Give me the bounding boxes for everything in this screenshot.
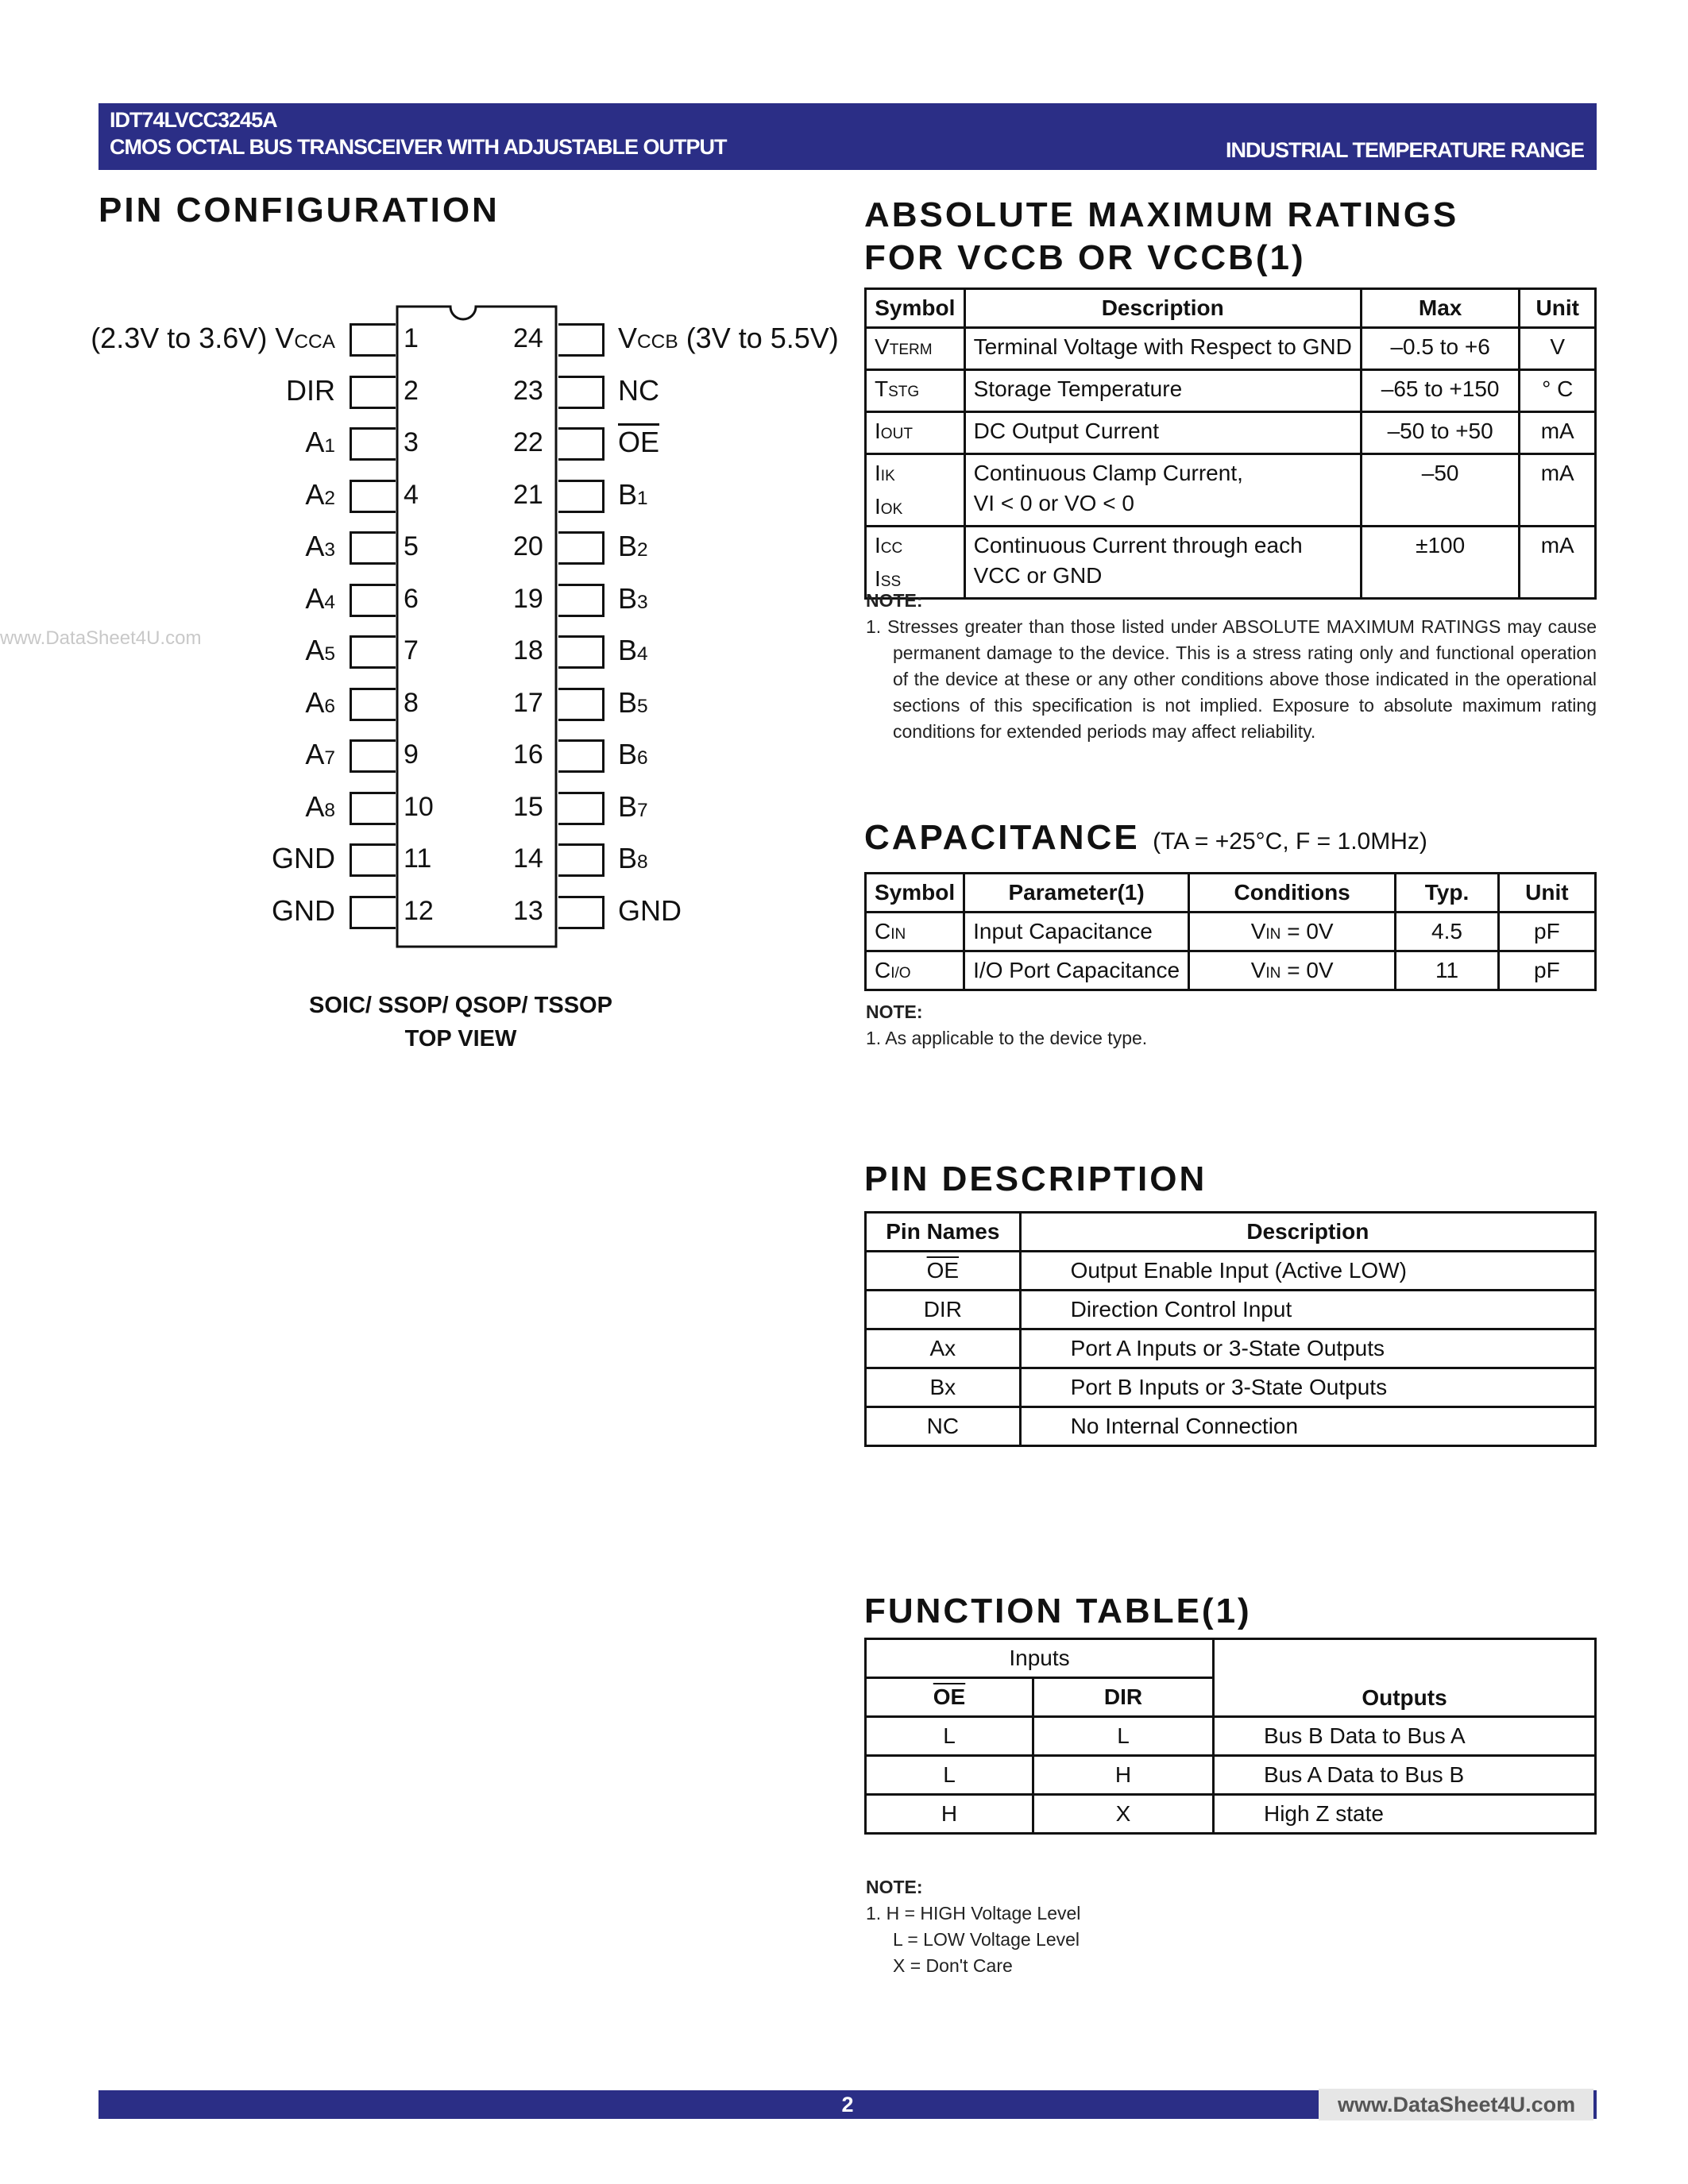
- abs-max-description: Terminal Voltage with Respect to GND: [964, 328, 1361, 370]
- abs-max-note: [866, 588, 1597, 745]
- capacitance-note-label: NOTE:: [866, 1001, 923, 1022]
- pin-lead-17: [558, 688, 605, 721]
- pin-number-19: 19: [513, 583, 543, 614]
- pin-number-3: 3: [404, 427, 419, 457]
- abs-max-row: [866, 412, 1596, 454]
- pin-number-13: 13: [513, 895, 543, 926]
- outputs-header: Outputs: [1213, 1639, 1595, 1717]
- cap-col-typ: Typ.: [1396, 874, 1499, 913]
- pin-name: $\overline{OE}$: [866, 1252, 1021, 1291]
- pin-label-12: GND: [272, 893, 335, 927]
- pin-number-20: 20: [513, 531, 543, 561]
- capacitance-typ: 11: [1396, 951, 1499, 990]
- function-table-group-row: [866, 1639, 1596, 1678]
- col-unit: Unit: [1520, 289, 1596, 328]
- abs-max-unit: mA: [1520, 454, 1596, 527]
- capacitance-parameter: I/O Port Capacitance: [964, 951, 1189, 990]
- capacitance-unit: pF: [1498, 951, 1595, 990]
- function-dir: H: [1033, 1756, 1214, 1795]
- pin-label-1: (2.3V to 3.6V) VCCA: [91, 322, 335, 354]
- abs-max-symbol: ICC ISS: [866, 527, 965, 599]
- abs-max-unit: mA: [1520, 527, 1596, 599]
- pin-number-8: 8: [404, 687, 419, 718]
- function-table: [864, 1638, 1597, 1835]
- pin-label-20: B2: [618, 530, 648, 562]
- abs-max-value: –0.5 to +6: [1361, 328, 1520, 370]
- abs-max-description: Storage Temperature: [964, 370, 1361, 412]
- abs-max-row: [866, 454, 1596, 527]
- pin-lead-1: [350, 323, 396, 357]
- capacitance-symbol: CIN: [866, 913, 964, 951]
- pin-lead-22: [558, 427, 605, 461]
- abs-max-value: –50 to +50: [1361, 412, 1520, 454]
- pin-lead-3: [350, 427, 396, 461]
- pin-lead-21: [558, 480, 605, 513]
- pin-description-title: PIN DESCRIPTION: [864, 1160, 1207, 1198]
- cap-col-unit: Unit: [1498, 874, 1595, 913]
- watermark-right: www.DataSheet4U.com: [1319, 2089, 1593, 2120]
- pin-lead-15: [558, 792, 605, 825]
- package-caption-line2: TOP VIEW: [404, 1026, 517, 1051]
- pin-label-24: VCCB (3V to 5.5V): [618, 322, 839, 354]
- package-caption: [270, 989, 651, 1055]
- pin-name: NC: [866, 1407, 1021, 1446]
- pin-number-14: 14: [513, 843, 543, 874]
- function-row: [866, 1756, 1596, 1795]
- pin-config-title: PIN CONFIGURATION: [98, 191, 500, 230]
- abs-max-unit: mA: [1520, 412, 1596, 454]
- pin-description-row: [866, 1252, 1596, 1291]
- capacitance-note: [866, 999, 1597, 1051]
- pin-description-row: [866, 1291, 1596, 1329]
- abs-max-symbol: IIK IOK: [866, 454, 965, 527]
- pin-number-4: 4: [404, 479, 419, 510]
- function-output: High Z state: [1213, 1795, 1595, 1834]
- pin-description-table: [864, 1211, 1597, 1447]
- pin-number-7: 7: [404, 635, 419, 666]
- abs-max-value: –50: [1361, 454, 1520, 527]
- pin-lead-8: [350, 688, 396, 721]
- function-dir: L: [1033, 1717, 1214, 1756]
- pin-label-6: A4: [305, 581, 335, 615]
- pin-name: Ax: [866, 1329, 1021, 1368]
- pin-label-19: B3: [618, 581, 648, 615]
- pin-label-13: GND: [618, 893, 682, 927]
- col-description: Description: [964, 289, 1361, 328]
- pin-function: Port A Inputs or 3-State Outputs: [1020, 1329, 1595, 1368]
- pin-lead-16: [558, 739, 605, 773]
- abs-max-description: Continuous Clamp Current, VI < 0 or VO < 0: [964, 454, 1361, 527]
- pin-number-23: 23: [513, 375, 543, 406]
- pin-description-row: [866, 1407, 1596, 1446]
- abs-max-symbol: TSTG: [866, 370, 965, 412]
- pin-lead-9: [350, 739, 396, 773]
- ft-col-dir: DIR: [1033, 1678, 1214, 1717]
- pin-label-9: A7: [305, 738, 335, 770]
- pin-lead-19: [558, 584, 605, 617]
- function-dir: X: [1033, 1795, 1214, 1834]
- page-number: 2: [841, 2093, 854, 2116]
- pin-number-6: 6: [404, 583, 419, 614]
- capacitance-note-text: 1. As applicable to the device type.: [866, 1028, 1148, 1048]
- pin-label-8: A6: [305, 685, 335, 719]
- abs-max-value: –65 to +150: [1361, 370, 1520, 412]
- abs-max-row: [866, 328, 1596, 370]
- pin-number-2: 2: [404, 375, 419, 406]
- header-subtitle: CMOS OCTAL BUS TRANSCEIVER WITH ADJUSTABLE OUTPUT: [110, 135, 727, 159]
- pin-number-11: 11: [404, 843, 432, 874]
- abs-max-note-text: 1. Stresses greater than those listed under ABSOLUTE MAXIMUM RATINGS may cause permanent damage to the device. This is a stress rating only and functional operation of the device at these or any other conditions above those indicated in the operational sections of this specification is not implied. Exposure to absolute maximum rating conditions for extended periods may affect reliability.: [866, 616, 1597, 742]
- function-oe: H: [866, 1795, 1033, 1834]
- header-bar: [98, 103, 1597, 170]
- pin-number-16: 16: [513, 739, 543, 770]
- pin-lead-2: [350, 376, 396, 409]
- capacitance-unit: pF: [1498, 913, 1595, 951]
- pin-lead-23: [558, 376, 605, 409]
- capacitance-title-row: [864, 818, 1427, 858]
- function-table-title: FUNCTION TABLE(1): [864, 1592, 1252, 1630]
- pin-label-16: B6: [618, 738, 648, 770]
- abs-max-unit: ° C: [1520, 370, 1596, 412]
- abs-max-title-line1: ABSOLUTE MAXIMUM RATINGS: [864, 195, 1459, 234]
- pin-lead-4: [350, 480, 396, 513]
- pin-label-17: B5: [618, 685, 648, 719]
- function-table-note-2: L = LOW Voltage Level: [893, 1929, 1080, 1950]
- capacitance-conditions: VIN = 0V: [1189, 913, 1396, 951]
- abs-max-note-label: NOTE:: [866, 590, 923, 611]
- capacitance-header-row: [866, 874, 1596, 913]
- pin-lead-5: [350, 531, 396, 565]
- pin-lead-20: [558, 531, 605, 565]
- capacitance-row: [866, 913, 1596, 951]
- pin-number-22: 22: [513, 427, 543, 457]
- pin-description-row: [866, 1368, 1596, 1407]
- pin-description-row: [866, 1329, 1596, 1368]
- pin-label-7: A5: [305, 634, 335, 666]
- pin-number-24: 24: [513, 323, 543, 353]
- cap-col-parameter: Parameter(1): [964, 874, 1189, 913]
- cap-col-conditions: Conditions: [1189, 874, 1396, 913]
- function-table-note: [866, 1874, 1597, 1979]
- temperature-range: INDUSTRIAL TEMPERATURE RANGE: [1225, 138, 1584, 162]
- pin-number-21: 21: [513, 479, 543, 510]
- col-max: Max: [1361, 289, 1520, 328]
- abs-max-symbol: IOUT: [866, 412, 965, 454]
- function-row: [866, 1717, 1596, 1756]
- pin-number-9: 9: [404, 739, 419, 770]
- abs-max-symbol: VTERM: [866, 328, 965, 370]
- pin-label-21: B1: [618, 477, 648, 511]
- function-row: [866, 1795, 1596, 1834]
- pin-lead-10: [350, 792, 396, 825]
- pin-label-14: B8: [618, 842, 648, 874]
- capacitance-symbol: CI/O: [866, 951, 964, 990]
- pin-number-18: 18: [513, 635, 543, 666]
- pin-number-10: 10: [404, 791, 434, 822]
- pin-name: DIR: [866, 1291, 1021, 1329]
- pin-lead-13: [558, 896, 605, 929]
- abs-max-description: Continuous Current through each VCC or GND: [964, 527, 1361, 599]
- part-number: IDT74LVCC3245A: [110, 108, 277, 132]
- abs-max-value: ±100: [1361, 527, 1520, 599]
- function-oe: L: [866, 1756, 1033, 1795]
- pin-label-10: A8: [305, 789, 335, 823]
- capacitance-typ: 4.5: [1396, 913, 1499, 951]
- ft-col-oe: $\overline{OE}$: [866, 1678, 1033, 1717]
- function-output: Bus B Data to Bus A: [1213, 1717, 1595, 1756]
- pin-number-1: 1: [404, 323, 419, 353]
- pin-label-5: A3: [305, 530, 335, 562]
- pin-function: No Internal Connection: [1020, 1407, 1595, 1446]
- function-table-note-1: 1. H = HIGH Voltage Level: [866, 1903, 1081, 1924]
- pin-label-18: B4: [618, 634, 648, 666]
- pin-label-11: GND: [272, 842, 335, 874]
- abs-max-table: [864, 287, 1597, 600]
- pin-number-12: 12: [404, 895, 434, 926]
- pin-label-15: B7: [618, 789, 648, 823]
- abs-max-description: DC Output Current: [964, 412, 1361, 454]
- function-oe: L: [866, 1717, 1033, 1756]
- pin-function: Port B Inputs or 3-State Outputs: [1020, 1368, 1595, 1407]
- col-symbol: Symbol: [866, 289, 965, 328]
- capacitance-row: [866, 951, 1596, 990]
- pin-lead-6: [350, 584, 396, 617]
- pin-label-2: DIR: [286, 373, 335, 407]
- capacitance-table: [864, 872, 1597, 991]
- function-table-note-label: NOTE:: [866, 1877, 923, 1897]
- abs-max-row: [866, 370, 1596, 412]
- function-output: Bus A Data to Bus B: [1213, 1756, 1595, 1795]
- capacitance-conditions: VIN = 0V: [1189, 951, 1396, 990]
- pin-lead-18: [558, 635, 605, 669]
- pin-desc-header-row: [866, 1213, 1596, 1252]
- abs-max-header-row: [866, 289, 1596, 328]
- pin-label-3: A1: [305, 426, 335, 458]
- pin-function: Direction Control Input: [1020, 1291, 1595, 1329]
- pin-name: Bx: [866, 1368, 1021, 1407]
- pd-col-description: Description: [1020, 1213, 1595, 1252]
- pin-number-15: 15: [513, 791, 543, 822]
- pin-lead-11: [350, 843, 396, 877]
- package-caption-line1: SOIC/ SSOP/ QSOP/ TSSOP: [309, 993, 612, 1018]
- pin-number-5: 5: [404, 531, 419, 561]
- pin-lead-12: [350, 896, 396, 929]
- inputs-group-header: Inputs: [866, 1639, 1214, 1678]
- capacitance-condition: (TA = +25°C, F = 1.0MHz): [1153, 828, 1427, 855]
- pin-lead-14: [558, 843, 605, 877]
- abs-max-title-line2: FOR VCCB OR VCCB(1): [864, 238, 1306, 277]
- pin-label-23: NC: [618, 373, 659, 407]
- capacitance-title: CAPACITANCE: [864, 818, 1140, 857]
- function-table-note-3: X = Don't Care: [893, 1955, 1013, 1976]
- pin-function: Output Enable Input (Active LOW): [1020, 1252, 1595, 1291]
- pin-label-4: A2: [305, 477, 335, 511]
- pin-label-22: $\overline{OE}$: [618, 426, 660, 458]
- abs-max-unit: V: [1520, 328, 1596, 370]
- pin-number-17: 17: [513, 687, 543, 718]
- pd-col-pin: Pin Names: [866, 1213, 1021, 1252]
- pin-lead-24: [558, 323, 605, 357]
- abs-max-title: [864, 194, 1458, 280]
- pin-lead-7: [350, 635, 396, 669]
- capacitance-parameter: Input Capacitance: [964, 913, 1189, 951]
- cap-col-symbol: Symbol: [866, 874, 964, 913]
- watermark-left: www.DataSheet4U.com: [0, 627, 202, 649]
